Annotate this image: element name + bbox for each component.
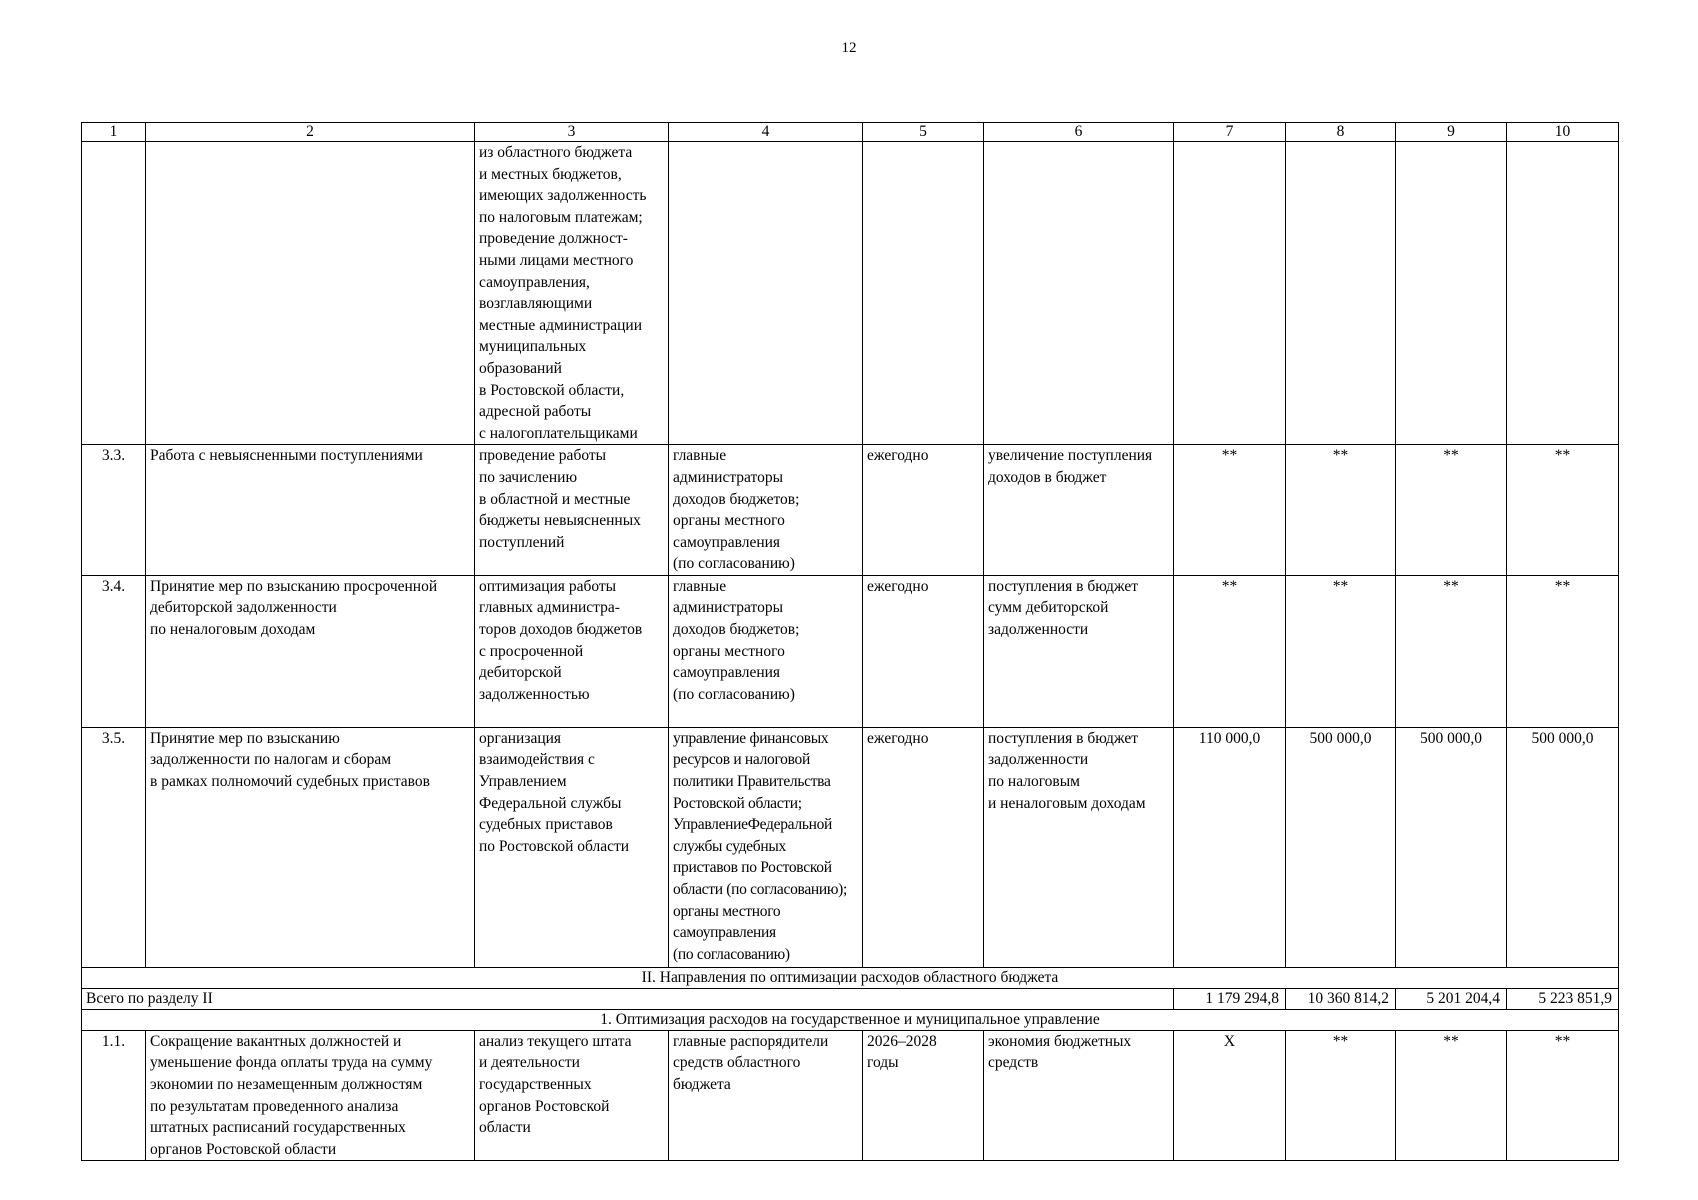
value-cell [1507, 142, 1619, 445]
column-number: 3 [475, 123, 669, 142]
row-number: 3.5. [82, 727, 146, 967]
value-cell [1286, 142, 1396, 445]
expected-result: поступления в бюджет задолженности по налоговым и неналоговым доходам [984, 727, 1174, 967]
responsible: главные администраторы доходов бюджетов; органы местного самоуправления (по согласованию) [669, 445, 863, 576]
expected-result: увеличение поступления доходов в бюджет [984, 445, 1174, 576]
column-number: 8 [1286, 123, 1396, 142]
total-label: Всего по разделу II [82, 988, 1174, 1009]
responsible: управление финансовых ресурсов и налоговой политики Правительства Ростовской области; УправлениеФедеральной службы судебных приставов по Ростовской области (по согласованию); органы местного самоуправления (по согласованию) [669, 727, 863, 967]
measure-name: Сокращение вакантных должностей и уменьшение фонда оплаты труда на сумму экономии по незамещенным должностям по результатам проведенного анализа штатных расписаний государственных органов Ростовской области [146, 1030, 475, 1161]
value-cell: ** [1174, 575, 1286, 727]
column-number: 7 [1174, 123, 1286, 142]
deadline: 2026–2028 годы [863, 1030, 984, 1161]
deadline: ежегодно [863, 445, 984, 576]
total-value: 10 360 814,2 [1286, 988, 1396, 1009]
measure-content: оптимизация работы главных администра- торов доходов бюджетов с просроченной дебиторской задолженностью [475, 575, 669, 727]
value-cell: 500 000,0 [1507, 727, 1619, 967]
table-row [82, 445, 1619, 576]
table-row [82, 1030, 1619, 1161]
row-number: 3.4. [82, 575, 146, 727]
subsection-row [82, 1009, 1619, 1030]
column-number: 6 [984, 123, 1174, 142]
value-cell: ** [1507, 445, 1619, 576]
row-number [82, 142, 146, 445]
column-number: 10 [1507, 123, 1619, 142]
measure-content: проведение работы по зачислению в областной и местные бюджеты невыясненных поступлений [475, 445, 669, 576]
value-cell: 500 000,0 [1396, 727, 1507, 967]
value-cell: ** [1507, 1030, 1619, 1161]
value-cell: 110 000,0 [1174, 727, 1286, 967]
column-number: 9 [1396, 123, 1507, 142]
expected-result [984, 142, 1174, 445]
responsible: главные распорядители средств областного бюджета [669, 1030, 863, 1161]
column-number: 4 [669, 123, 863, 142]
section-row [82, 967, 1619, 988]
table-row [82, 142, 1619, 445]
column-number: 2 [146, 123, 475, 142]
value-cell [1174, 142, 1286, 445]
deadline [863, 142, 984, 445]
subsection-title: 1. Оптимизация расходов на государственное и муниципальное управление [82, 1009, 1619, 1030]
section-title: II. Направления по оптимизации расходов областного бюджета [82, 967, 1619, 988]
column-number: 1 [82, 123, 146, 142]
total-value: 1 179 294,8 [1174, 988, 1286, 1009]
value-cell: 500 000,0 [1286, 727, 1396, 967]
measure-name: Принятие мер по взысканию просроченной дебиторской задолженности по неналоговым доходам [146, 575, 475, 727]
table-row [82, 727, 1619, 967]
measure-name: Принятие мер по взысканию задолженности по налогам и сборам в рамках полномочий судебных приставов [146, 727, 475, 967]
responsible: главные администраторы доходов бюджетов; органы местного самоуправления (по согласованию) [669, 575, 863, 727]
total-value: 5 223 851,9 [1507, 988, 1619, 1009]
value-cell [1396, 142, 1507, 445]
value-cell: ** [1396, 445, 1507, 576]
value-cell: ** [1286, 575, 1396, 727]
measure-content: анализ текущего штата и деятельности государственных органов Ростовской области [475, 1030, 669, 1161]
value-cell: ** [1507, 575, 1619, 727]
total-row [82, 988, 1619, 1009]
value-cell: ** [1396, 1030, 1507, 1161]
value-cell: ** [1174, 445, 1286, 576]
expected-result: поступления в бюджет сумм дебиторской задолженности [984, 575, 1174, 727]
measure-content: организация взаимодействия с Управлением Федеральной службы судебных приставов по Ростовской области [475, 727, 669, 967]
page-number: 12 [841, 40, 857, 56]
value-cell: ** [1286, 1030, 1396, 1161]
total-value: 5 201 204,4 [1396, 988, 1507, 1009]
deadline: ежегодно [863, 727, 984, 967]
expected-result: экономия бюджетных средств [984, 1030, 1174, 1161]
measure-content: из областного бюджета и местных бюджетов, имеющих задолженность по налоговым платежам; проведение должност- ными лицами местного самоуправления, возглавляющими местные администрации муниципальных образований в Ростовской области, адресной работы с налогоплательщиками [475, 142, 669, 445]
measure-name [146, 142, 475, 445]
row-number: 1.1. [82, 1030, 146, 1161]
column-number: 5 [863, 123, 984, 142]
measures-table [81, 122, 1619, 1161]
responsible [669, 142, 863, 445]
row-number: 3.3. [82, 445, 146, 576]
value-cell: X [1174, 1030, 1286, 1161]
measure-name: Работа с невыясненными поступлениями [146, 445, 475, 576]
value-cell: ** [1286, 445, 1396, 576]
value-cell: ** [1396, 575, 1507, 727]
deadline: ежегодно [863, 575, 984, 727]
column-number-row [82, 123, 1619, 142]
table-row [82, 575, 1619, 727]
